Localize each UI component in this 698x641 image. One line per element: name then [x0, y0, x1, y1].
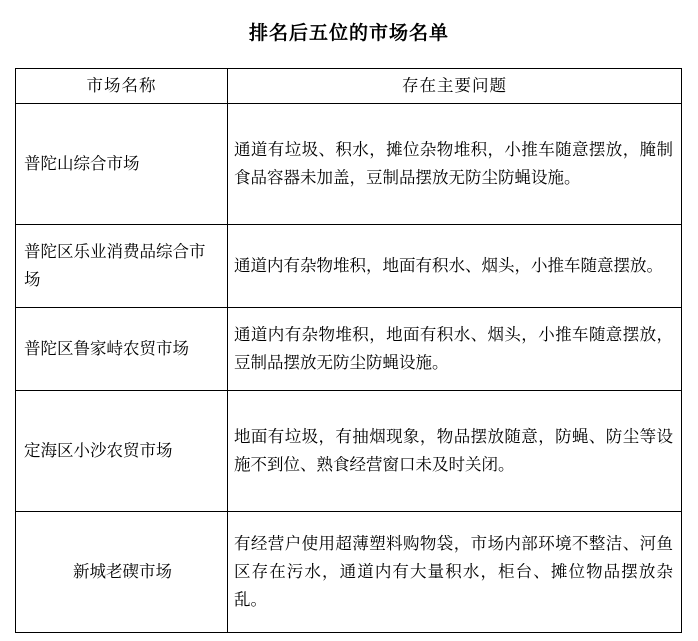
market-issue-cell: 通道有垃圾、积水，摊位杂物堆积，小推车随意摆放，腌制食品容器未加盖，豆制品摆放无防尘防蝇设施。 — [228, 104, 682, 225]
market-name-cell: 普陀区乐业消费品综合市场 — [16, 225, 228, 308]
market-name-cell: 普陀山综合市场 — [16, 104, 228, 225]
table-row — [16, 308, 682, 391]
table-row — [16, 512, 682, 633]
market-issue-cell: 地面有垃圾，有抽烟现象，物品摆放随意，防蝇、防尘等设施不到位、熟食经营窗口未及时关闭。 — [228, 391, 682, 512]
market-name-cell: 定海区小沙农贸市场 — [16, 391, 228, 512]
document-title: 排名后五位的市场名单 — [248, 22, 449, 44]
table-row — [16, 225, 682, 308]
market-issue-cell: 通道内有杂物堆积，地面有积水、烟头，小推车随意摆放。 — [228, 225, 682, 308]
column-header-market-name: 市场名称 — [16, 69, 228, 104]
table-header-row — [16, 69, 682, 104]
column-header-main-issues: 存在主要问题 — [228, 69, 682, 104]
market-issue-cell: 通道内有杂物堆积，地面有积水、烟头，小推车随意摆放，豆制品摆放无防尘防蝇设施。 — [228, 308, 682, 391]
market-issue-cell: 有经营户使用超薄塑料购物袋，市场内部环境不整洁、河鱼区存在污水，通道内有大量积水，柜台、摊位物品摆放杂乱。 — [228, 512, 682, 633]
market-name-cell: 新城老碶市场 — [16, 512, 228, 633]
table-row — [16, 391, 682, 512]
market-ranking-table — [15, 68, 682, 633]
market-name-cell: 普陀区鲁家峙农贸市场 — [16, 308, 228, 391]
table-row — [16, 104, 682, 225]
